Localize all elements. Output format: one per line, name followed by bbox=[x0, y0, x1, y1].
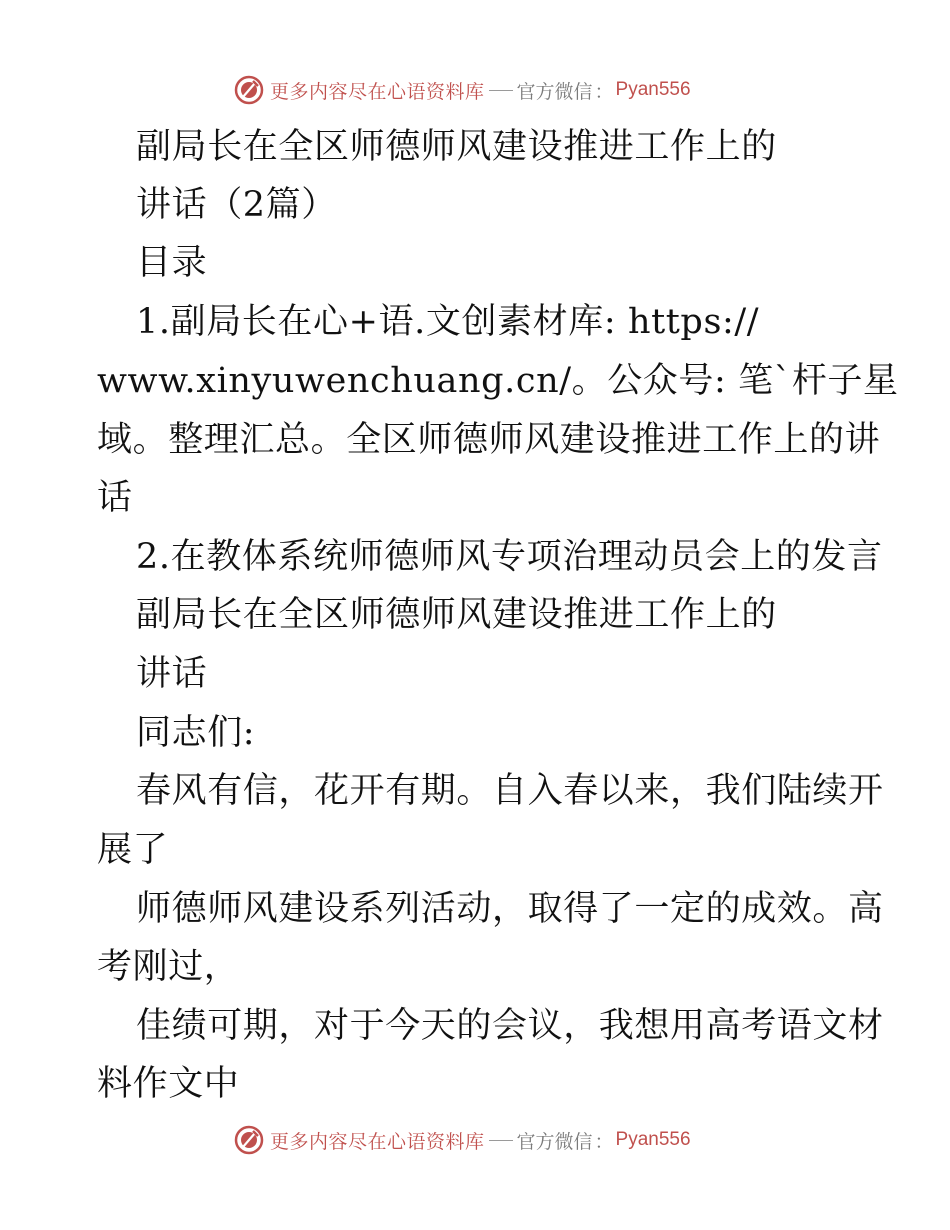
banner-colon: ： bbox=[594, 80, 614, 103]
toc-item-2: 2.在教体系统师德师风专项治理动员会上的发言 bbox=[136, 537, 883, 577]
body-line: 佳绩可期，对于今天的会议，我想用高考语文材 bbox=[136, 1006, 884, 1046]
banner-wechat-id: Pyan556 bbox=[615, 1129, 691, 1150]
banner-text: 更多内容尽在心语资料库 bbox=[270, 1130, 485, 1153]
doc-title-line-2: 讲话（2篇） bbox=[136, 185, 337, 225]
toc-item-1-line-2: www.xinyuwenchuang.cn/。公众号: 笔`杆子星 bbox=[97, 361, 899, 401]
toc-item-1-line-4: 话 bbox=[97, 478, 133, 518]
toc-heading: 目录 bbox=[136, 243, 208, 283]
toc-item-1-line-3: 域。整理汇总。全区师德师风建设推进工作上的讲 bbox=[97, 420, 881, 460]
banner-official-label: 官方微信 bbox=[516, 80, 593, 103]
body-line: 展了 bbox=[97, 830, 169, 870]
body-line: 春风有信，花开有期。自入春以来，我们陆续开 bbox=[136, 771, 884, 811]
body-line: 师德师风建设系列活动，取得了一定的成效。高 bbox=[136, 889, 884, 929]
banner-wechat-id: Pyan556 bbox=[615, 79, 691, 100]
salutation: 同志们: bbox=[136, 713, 256, 753]
banner-colon: ： bbox=[594, 1130, 614, 1153]
banner-official-label: 官方微信 bbox=[516, 1130, 593, 1153]
section-title-line-1: 副局长在全区师德师风建设推进工作上的 bbox=[136, 595, 777, 635]
footer-banner bbox=[234, 1122, 691, 1158]
pen-logo-icon bbox=[234, 1125, 264, 1155]
section-title-line-2: 讲话 bbox=[136, 654, 208, 694]
banner-text: 更多内容尽在心语资料库 bbox=[270, 80, 485, 103]
toc-item-1-line-1: 1.副局长在心+语.文创素材库: https:// bbox=[136, 302, 760, 342]
body-line: 考刚过， bbox=[97, 947, 240, 987]
banner-divider bbox=[489, 1140, 513, 1141]
body-line: 料作文中 bbox=[97, 1064, 240, 1104]
doc-title-line-1: 副局长在全区师德师风建设推进工作上的 bbox=[136, 127, 777, 167]
